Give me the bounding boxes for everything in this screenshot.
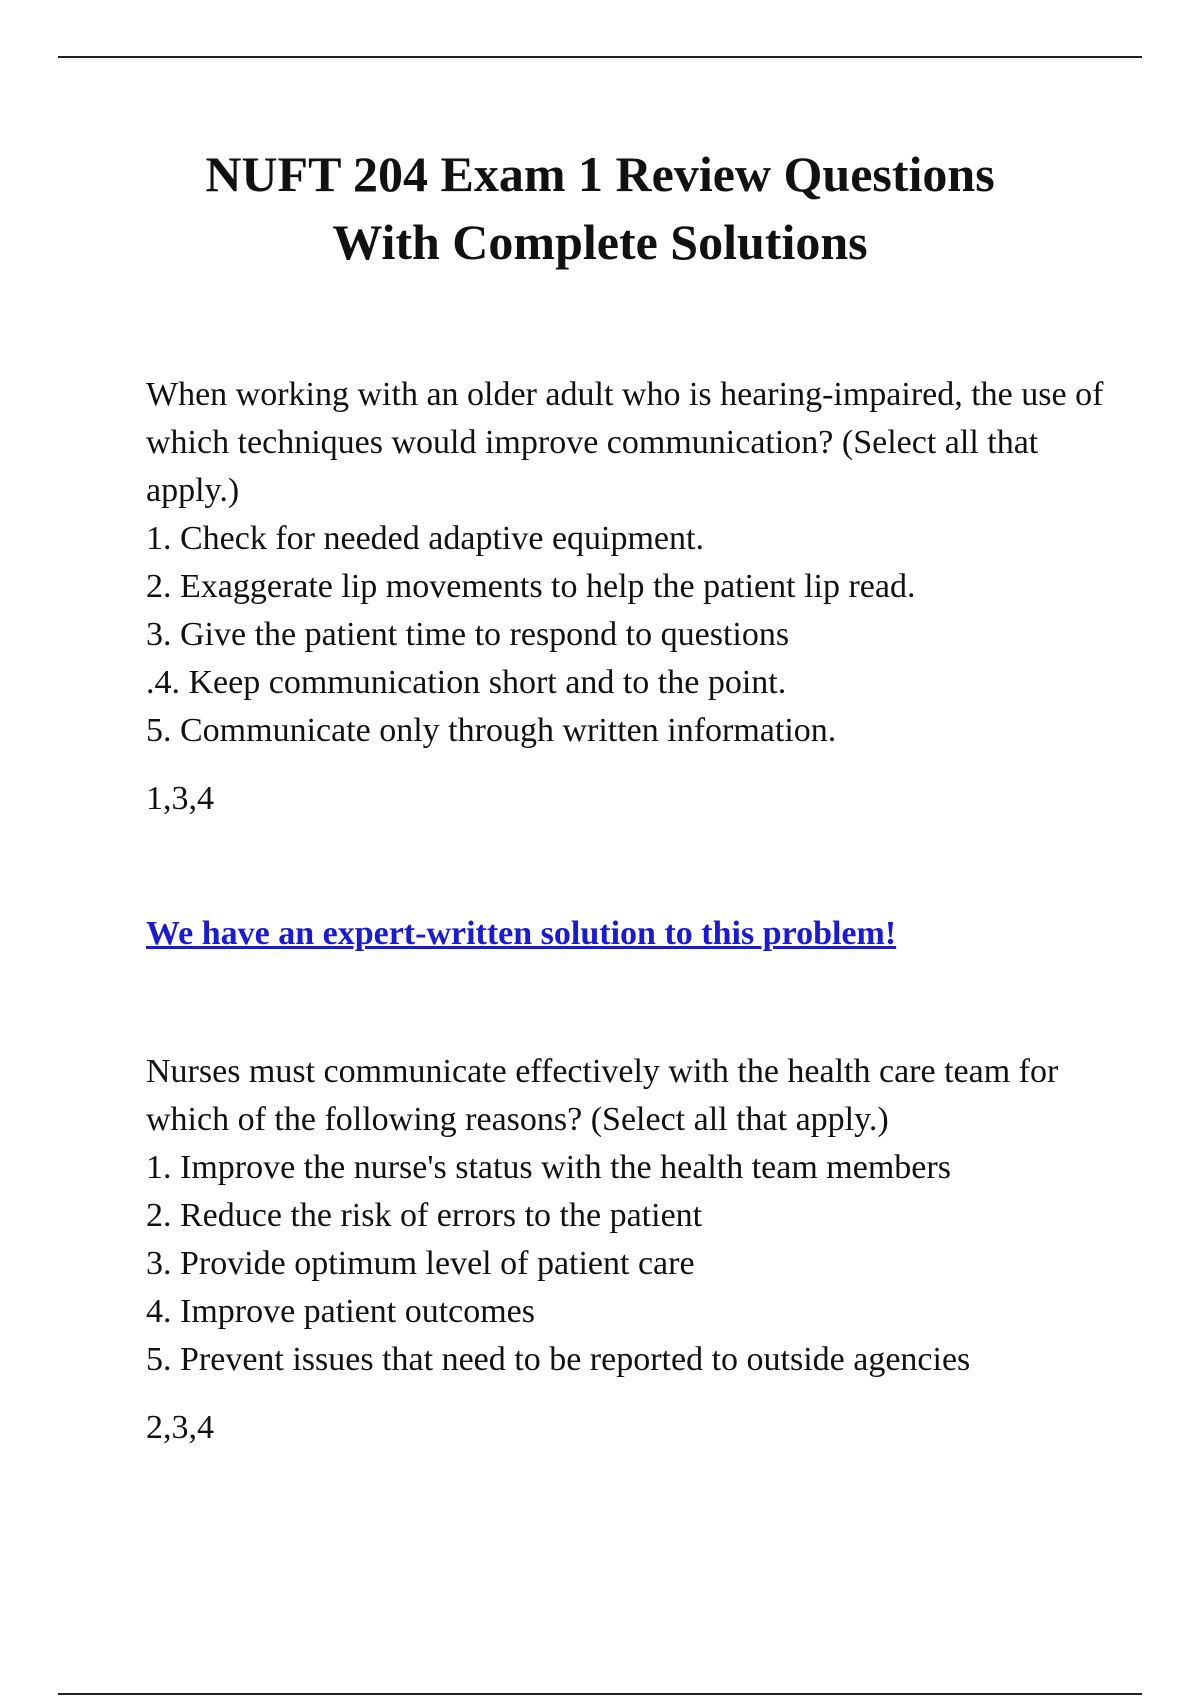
answer-option: 1. Improve the nurse's status with the health team members <box>146 1149 951 1186</box>
title-line-1: NUFT 204 Exam 1 Review Questions <box>205 146 995 202</box>
answer-option: 2. Reduce the risk of errors to the patient <box>146 1197 703 1234</box>
answer-option: 2. Exaggerate lip movements to help the patient lip read. <box>146 568 916 605</box>
top-divider <box>58 56 1142 58</box>
expert-solution-link[interactable]: We have an expert-written solution to this problem! <box>146 915 897 952</box>
answer-option: 3. Provide optimum level of patient care <box>146 1245 695 1282</box>
answer-option: .4. Keep communication short and to the point. <box>146 664 787 701</box>
bottom-divider <box>58 1693 1142 1695</box>
answer-key: 1,3,4 <box>146 780 214 817</box>
answer-option: 3. Give the patient time to respond to questions <box>146 616 790 653</box>
title-line-2: With Complete Solutions <box>332 214 868 270</box>
answer-option: 4. Improve patient outcomes <box>146 1293 536 1330</box>
question-block-1 <box>146 371 1106 823</box>
page-title <box>100 140 1100 276</box>
answer-key: 2,3,4 <box>146 1409 214 1446</box>
answer-option: 5. Communicate only through written information. <box>146 712 837 749</box>
answer-option: 5. Prevent issues that need to be reported to outside agencies <box>146 1341 971 1378</box>
question-text: Nurses must communicate effectively with the health care team for which of the following reasons? (Select all that apply.) <box>146 1053 1059 1138</box>
question-text: When working with an older adult who is hearing-impaired, the use of which techniques would improve communication? (Select all that apply.) <box>146 376 1104 509</box>
question-block-2 <box>146 1048 1106 1452</box>
answer-option: 1. Check for needed adaptive equipment. <box>146 520 704 557</box>
